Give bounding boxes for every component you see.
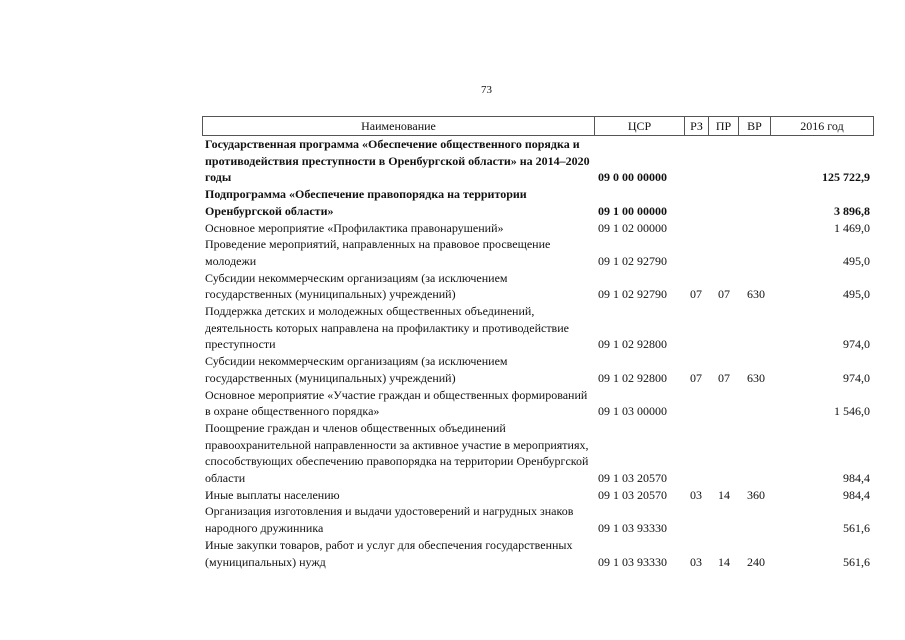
table-header (202, 116, 874, 136)
row-csr: 09 1 02 92800 (598, 337, 667, 352)
table-row (205, 420, 870, 487)
row-csr: 09 1 03 93330 (598, 521, 667, 536)
row-csr: 09 1 03 20570 (598, 471, 667, 486)
row-pr: 07 (718, 370, 730, 385)
row-name: Поощрение граждан и членов общественных объединений правоохранительной направленности за активное участие в мероприятиях, способствующих обеспечению правопорядка на территории Оренбургской области (205, 420, 589, 486)
row-name: Проведение мероприятий, направленных на правовое просвещение молодежи (205, 237, 551, 268)
row-name: Поддержка детских и молодежных общественных объединений, деятельность которых направлена на профилактику и противодействие преступности (205, 304, 569, 352)
row-vr: 240 (747, 554, 765, 569)
row-vr: 360 (747, 487, 765, 502)
row-pr: 14 (718, 554, 730, 569)
row-vr: 630 (747, 370, 765, 385)
header-rz: РЗ (684, 117, 708, 135)
header-name: Наименование (202, 117, 594, 135)
header-pr: ПР (708, 117, 738, 135)
row-csr: 09 1 03 93330 (598, 554, 667, 569)
row-rz: 03 (690, 487, 702, 502)
header-csr: ЦСР (594, 117, 684, 135)
row-csr: 09 0 00 00000 (598, 170, 667, 185)
row-amount: 561,6 (843, 521, 870, 536)
row-amount: 974,0 (843, 337, 870, 352)
table-row (205, 270, 870, 303)
page-number: 73 (481, 84, 492, 96)
row-name: Основное мероприятие «Профилактика правонарушений» (205, 220, 504, 235)
table-row (205, 236, 870, 269)
row-name: Основное мероприятие «Участие граждан и общественных формирований в охране общественного порядка» (205, 387, 588, 419)
row-vr: 630 (747, 287, 765, 302)
row-amount: 974,0 (843, 370, 870, 385)
row-amount: 495,0 (843, 287, 870, 302)
row-amount: 1 546,0 (834, 404, 870, 419)
row-amount: 1 469,0 (834, 220, 870, 235)
table-body (205, 136, 870, 570)
table-row (205, 220, 870, 237)
row-csr: 09 1 03 20570 (598, 487, 667, 502)
row-amount: 3 896,8 (834, 203, 870, 218)
row-rz: 07 (690, 370, 702, 385)
row-csr: 09 1 02 00000 (598, 220, 667, 235)
row-amount: 495,0 (843, 253, 870, 268)
row-amount: 984,4 (843, 487, 870, 502)
row-csr: 09 1 02 92800 (598, 370, 667, 385)
table-row (205, 303, 870, 353)
header-year: 2016 год (770, 117, 874, 135)
row-name: Государственная программа «Обеспечение общественного порядка и противодействия преступности в Оренбургской области» на 2014–2020 годы (205, 137, 590, 185)
row-csr: 09 1 02 92790 (598, 253, 667, 268)
row-name: Иные выплаты населению (205, 487, 340, 502)
row-csr: 09 1 02 92790 (598, 287, 667, 302)
row-name: Подпрограмма «Обеспечение правопорядка на территории Оренбургской области» (205, 187, 527, 218)
table-row (205, 387, 870, 420)
header-vr: ВР (738, 117, 770, 135)
row-csr: 09 1 00 00000 (598, 203, 667, 218)
table-row (205, 537, 870, 570)
row-rz: 03 (690, 554, 702, 569)
table-row (205, 186, 870, 219)
row-name: Организация изготовления и выдачи удостоверений и нагрудных знаков народного дружинника (205, 504, 574, 536)
row-rz: 07 (690, 287, 702, 302)
row-pr: 14 (718, 487, 730, 502)
row-amount: 125 722,9 (822, 170, 870, 185)
row-amount: 561,6 (843, 554, 870, 569)
table-row (205, 136, 870, 186)
row-csr: 09 1 03 00000 (598, 404, 667, 419)
table-row (205, 487, 870, 504)
table-row (205, 503, 870, 536)
row-pr: 07 (718, 287, 730, 302)
row-name: Субсидии некоммерческим организациям (за исключением государственных (муниципальных) учреждений) (205, 270, 508, 302)
row-name: Субсидии некоммерческим организациям (за исключением государственных (муниципальных) учреждений) (205, 354, 508, 385)
row-amount: 984,4 (843, 471, 870, 486)
row-name: Иные закупки товаров, работ и услуг для обеспечения государственных (муниципальных) нужд (205, 537, 573, 569)
table-row (205, 353, 870, 386)
